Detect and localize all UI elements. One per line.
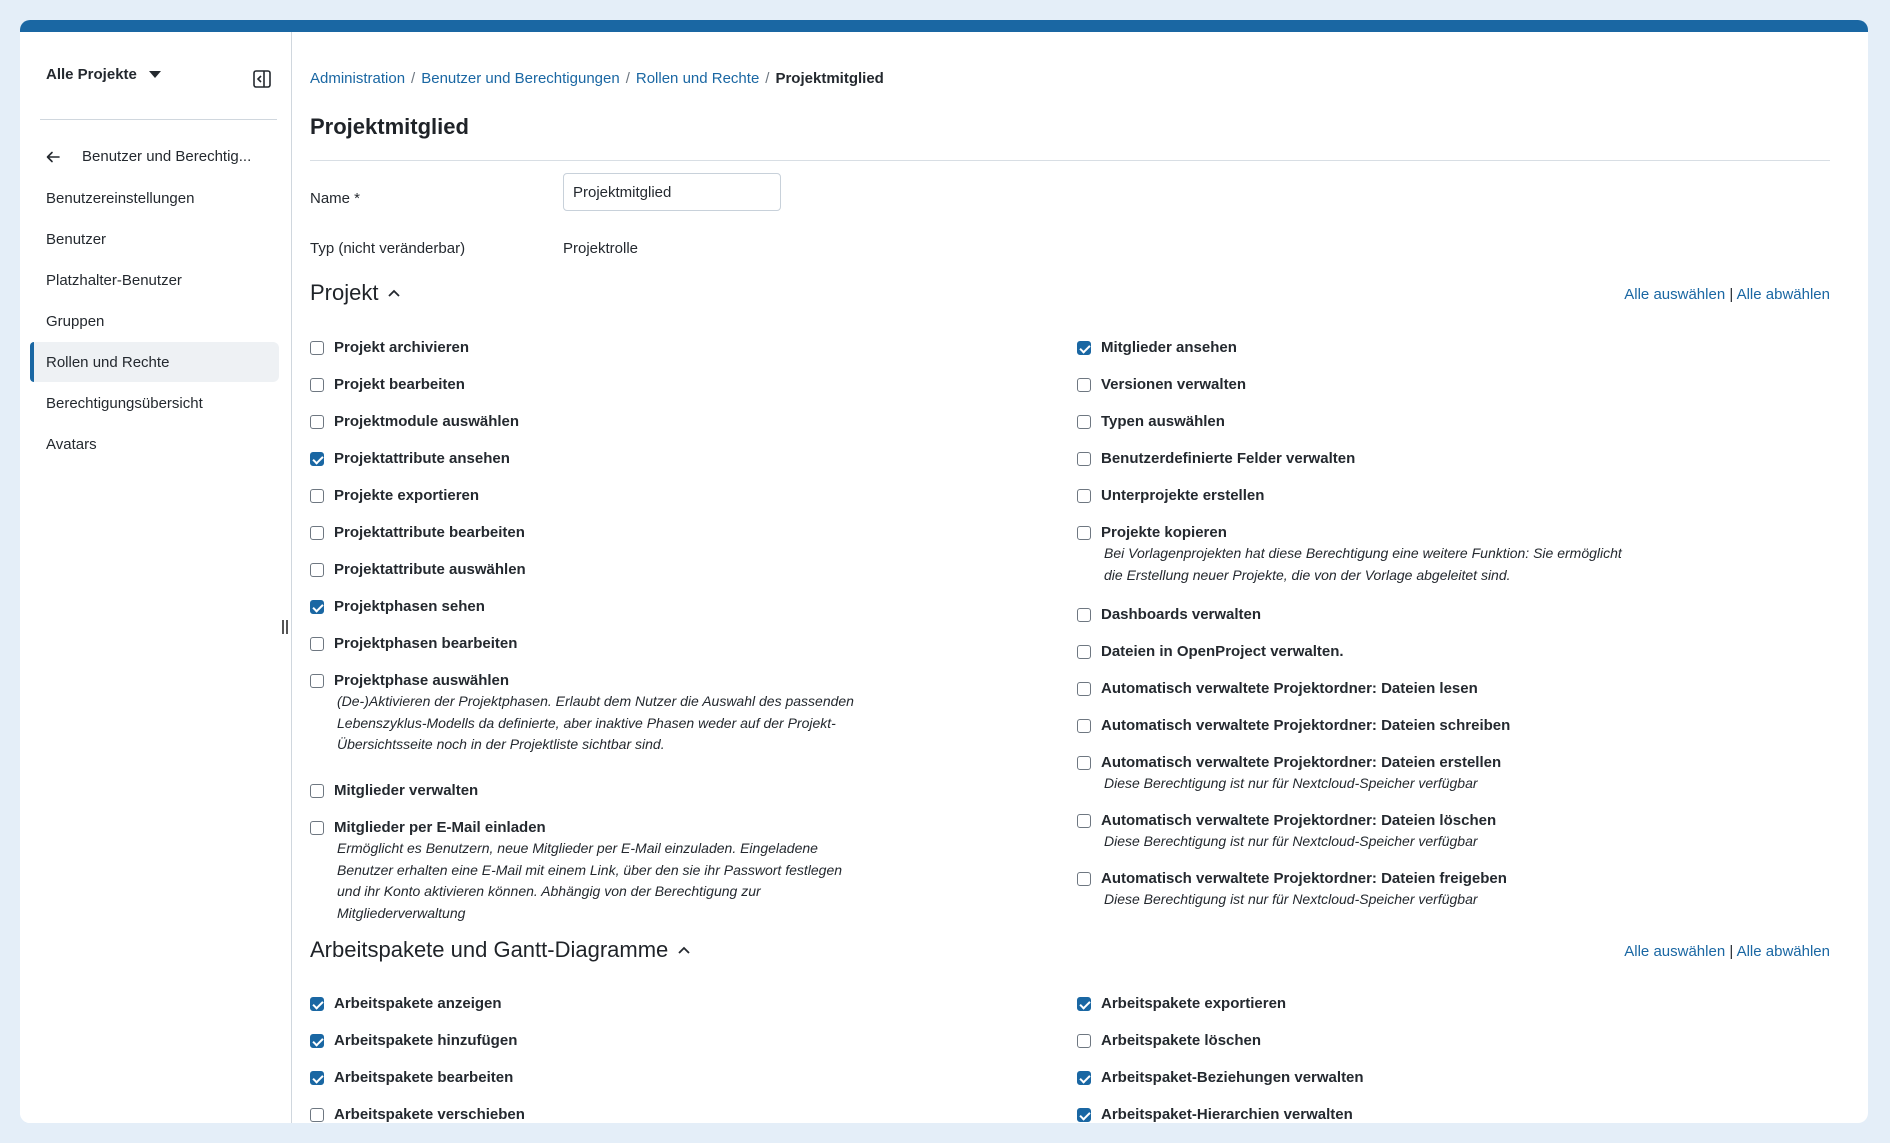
permission-arbeitspaket-hierarchien-verwalten xyxy=(1077,1105,1353,1123)
permission-label[interactable]: Arbeitspakete bearbeiten xyxy=(334,1069,514,1086)
permission-checkbox[interactable] xyxy=(1077,719,1091,733)
permission-label[interactable]: Projektattribute auswählen xyxy=(334,561,526,578)
section-title: Projekt xyxy=(310,280,379,305)
permission-projekte-kopieren xyxy=(1077,523,1622,586)
permission-label[interactable]: Projektattribute ansehen xyxy=(334,450,510,467)
permission-label[interactable]: Projektmodule auswählen xyxy=(334,413,520,430)
permission-checkbox[interactable] xyxy=(310,1108,324,1122)
permission-description: und ihr Konto aktivieren können. Abhängig von der Berechtigung zur xyxy=(337,883,761,899)
permission-checkbox[interactable] xyxy=(1077,1108,1091,1122)
sidebar-item-label: Benutzereinstellungen xyxy=(46,189,195,207)
permission-arbeitspakete-verschieben xyxy=(310,1105,525,1123)
page-title: Projektmitglied xyxy=(310,114,469,139)
permission-checkbox[interactable] xyxy=(310,526,324,540)
permission-checkbox[interactable] xyxy=(1077,489,1091,503)
permission-label[interactable]: Dashboards verwalten xyxy=(1101,606,1262,623)
permission-label[interactable]: Arbeitspakete verschieben xyxy=(334,1106,525,1123)
sidebar-item-benutzer[interactable] xyxy=(30,219,279,259)
permission-dashboards-verwalten xyxy=(1077,605,1261,625)
permission-projektphasen-bearbeiten xyxy=(310,634,517,654)
permission-description: (De-)Aktivieren der Projektphasen. Erlaubt dem Nutzer die Auswahl des passenden xyxy=(337,693,854,709)
permission-label[interactable]: Automatisch verwaltete Projektordner: Dateien löschen xyxy=(1101,812,1497,829)
permission-label[interactable]: Projekte exportieren xyxy=(334,487,480,504)
permission-checkbox[interactable] xyxy=(1077,608,1091,622)
permission-arbeitspakete-loeschen xyxy=(1077,1031,1261,1051)
sidebar-resize-handle[interactable] xyxy=(282,620,290,636)
select-all-link[interactable]: Alle auswählen xyxy=(1624,286,1726,303)
app-window xyxy=(20,20,1868,1123)
sidebar-divider xyxy=(40,119,277,120)
permission-dateien-in-openproject-verwalten xyxy=(1077,642,1344,662)
permission-label[interactable]: Automatisch verwaltete Projektordner: Dateien lesen xyxy=(1101,680,1478,697)
name-label: Name * xyxy=(310,190,361,207)
permission-label[interactable]: Unterprojekte erstellen xyxy=(1101,487,1265,504)
breadcrumb-current: Projektmitglied xyxy=(775,70,884,87)
breadcrumb-link-rollen-und-rechte[interactable]: Rollen und Rechte xyxy=(635,70,760,87)
permission-projektattribute-auswaehlen xyxy=(310,560,526,580)
section-select-links xyxy=(1624,286,1830,303)
section-title: Arbeitspakete und Gantt-Diagramme xyxy=(310,937,669,962)
sidebar-item-rollen-und-rechte[interactable] xyxy=(30,342,279,382)
permission-label[interactable]: Arbeitspaket-Hierarchien verwalten xyxy=(1101,1106,1353,1123)
permission-checkbox[interactable] xyxy=(310,600,324,614)
permission-description: Diese Berechtigung ist nur für Nextcloud-Speicher verfügbar xyxy=(1104,891,1478,907)
permission-label[interactable]: Arbeitspakete anzeigen xyxy=(334,995,502,1012)
permission-label[interactable]: Projekt archivieren xyxy=(334,339,470,356)
arrow-left-icon xyxy=(46,151,60,163)
permission-description: Diese Berechtigung ist nur für Nextcloud-Speicher verfügbar xyxy=(1104,775,1478,791)
permission-description: Übersichtsseite noch in der Projektliste sichtbar sind. xyxy=(337,736,665,752)
permission-checkbox[interactable] xyxy=(310,378,324,392)
permission-label[interactable]: Mitglieder per E-Mail einladen xyxy=(334,819,546,836)
permission-projektmodule-auswaehlen xyxy=(310,412,519,432)
permission-automatisch-verwaltete-projektordner-dateien-lesen xyxy=(1077,679,1478,699)
permission-checkbox[interactable] xyxy=(310,997,324,1011)
permission-automatisch-verwaltete-projektordner-dateien-schreiben xyxy=(1077,716,1510,736)
permission-automatisch-verwaltete-projektordner-dateien-freigeben xyxy=(1077,869,1507,911)
permission-mitglieder-verwalten xyxy=(310,781,478,801)
permission-label[interactable]: Arbeitspakete löschen xyxy=(1101,1032,1262,1049)
chevron-up-icon xyxy=(678,946,690,954)
permission-checkbox[interactable] xyxy=(1077,341,1091,355)
permission-checkbox[interactable] xyxy=(1077,526,1091,540)
deselect-all-link[interactable]: Alle abwählen xyxy=(1736,286,1830,303)
permission-checkbox[interactable] xyxy=(1077,415,1091,429)
permission-checkbox[interactable] xyxy=(310,341,324,355)
permission-label[interactable]: Automatisch verwaltete Projektordner: Dateien erstellen xyxy=(1101,754,1502,771)
type-value: Projektrolle xyxy=(563,240,639,257)
permission-unterprojekte-erstellen xyxy=(1077,486,1264,506)
permission-label[interactable]: Versionen verwalten xyxy=(1101,376,1247,393)
permission-checkbox[interactable] xyxy=(1077,1071,1091,1085)
permission-automatisch-verwaltete-projektordner-dateien-loeschen xyxy=(1077,811,1496,853)
permission-description: Lebenszyklus-Modells da definierte, aber inaktive Phasen weder auf der Projekt- xyxy=(337,714,836,731)
permission-label[interactable]: Typen auswählen xyxy=(1101,413,1225,430)
permission-checkbox[interactable] xyxy=(1077,452,1091,466)
breadcrumb xyxy=(310,70,884,87)
permission-arbeitspakete-exportieren xyxy=(1077,994,1286,1014)
sidebar-item-label: Benutzer xyxy=(46,230,107,248)
select-all-link[interactable]: Alle auswählen xyxy=(1624,943,1726,960)
permission-label[interactable]: Mitglieder verwalten xyxy=(334,782,479,799)
permission-description: Diese Berechtigung ist nur für Nextcloud-Speicher verfügbar xyxy=(1104,833,1478,849)
permission-label[interactable]: Projektphasen bearbeiten xyxy=(334,635,518,652)
permission-mitglieder-ansehen xyxy=(1077,338,1237,358)
sidebar-item-avatars[interactable] xyxy=(30,424,279,464)
permission-projekte-exportieren xyxy=(310,486,479,506)
permission-label[interactable]: Automatisch verwaltete Projektordner: Dateien freigeben xyxy=(1101,870,1507,887)
permission-checkbox[interactable] xyxy=(310,674,324,688)
permission-projekt-bearbeiten xyxy=(310,375,465,395)
permission-label[interactable]: Arbeitspakete exportieren xyxy=(1101,995,1287,1012)
permission-checkbox[interactable] xyxy=(310,821,324,835)
breadcrumb-separator: / xyxy=(625,70,630,87)
permission-label[interactable]: Mitglieder ansehen xyxy=(1101,339,1237,356)
project-selector[interactable] xyxy=(46,66,161,83)
permission-description: Mitgliederverwaltung xyxy=(337,904,466,921)
permission-checkbox[interactable] xyxy=(1077,872,1091,886)
permission-arbeitspaket-beziehungen-verwalten xyxy=(1077,1068,1364,1088)
sidebar-item-label: Gruppen xyxy=(46,312,105,330)
sidebar-item-label: Berechtigungsübersicht xyxy=(46,394,203,412)
deselect-all-link[interactable]: Alle abwählen xyxy=(1736,943,1830,960)
sidebar-nav xyxy=(30,178,279,465)
sidebar-item-platzhalter-benutzer[interactable] xyxy=(30,260,279,300)
permission-checkbox[interactable] xyxy=(1077,814,1091,828)
permission-checkbox[interactable] xyxy=(310,415,324,429)
permission-label[interactable]: Projektattribute bearbeiten xyxy=(334,524,525,541)
project-selector-label: Alle Projekte xyxy=(46,66,137,83)
permission-description: die Erstellung neuer Projekte, die von der Vorlage abgeleitet sind. xyxy=(1104,566,1511,583)
permission-checkbox[interactable] xyxy=(310,452,324,466)
breadcrumb-separator: / xyxy=(411,70,416,87)
sidebar-item-label: Avatars xyxy=(46,435,97,453)
permission-mitglieder-per-e-mail-einladen xyxy=(310,818,842,924)
permission-checkbox[interactable] xyxy=(1077,378,1091,392)
permission-label[interactable]: Arbeitspaket-Beziehungen verwalten xyxy=(1101,1069,1364,1086)
type-label: Typ (nicht veränderbar) xyxy=(310,240,466,257)
permission-checkbox[interactable] xyxy=(310,563,324,577)
sidebar-item-label: Platzhalter-Benutzer xyxy=(46,271,182,289)
permission-checkbox[interactable] xyxy=(310,1071,324,1085)
permission-checkbox[interactable] xyxy=(1077,997,1091,1011)
section-select-links xyxy=(1624,943,1830,960)
permission-projektattribute-bearbeiten xyxy=(310,523,525,543)
permission-checkbox[interactable] xyxy=(310,489,324,503)
sidebar-item-berechtigungsuebersicht[interactable] xyxy=(30,383,279,423)
permission-arbeitspakete-bearbeiten xyxy=(310,1068,513,1088)
main-content xyxy=(310,32,1830,1123)
sidebar-item-gruppen[interactable] xyxy=(30,301,279,341)
title-divider xyxy=(310,160,1830,161)
permission-typen-auswaehlen xyxy=(1077,412,1225,432)
permission-description: Ermöglicht es Benutzern, neue Mitglieder per E-Mail einzuladen. Eingeladene xyxy=(337,840,818,856)
permission-projektphase-auswaehlen xyxy=(310,671,854,756)
sidebar xyxy=(20,32,292,1123)
link-separator: | xyxy=(1729,943,1734,960)
name-input[interactable] xyxy=(563,173,781,211)
permission-label[interactable]: Automatisch verwaltete Projektordner: Dateien schreiben xyxy=(1101,717,1511,734)
permission-projektphasen-sehen xyxy=(310,597,485,617)
permission-checkbox[interactable] xyxy=(1077,645,1091,659)
breadcrumb-link-administration[interactable]: Administration xyxy=(310,70,406,87)
caret-down-icon xyxy=(149,71,161,78)
permission-label[interactable]: Projektphase auswählen xyxy=(334,672,510,689)
permission-checkbox[interactable] xyxy=(310,1034,324,1048)
sidebar-item-label: Rollen und Rechte xyxy=(46,353,170,371)
permission-checkbox[interactable] xyxy=(1077,682,1091,696)
permission-benutzerdefinierte-felder-verwalten xyxy=(1077,449,1355,469)
sidebar-back-label: Benutzer und Berechtig... xyxy=(82,148,252,165)
permission-checkbox[interactable] xyxy=(310,637,324,651)
permission-versionen-verwalten xyxy=(1077,375,1246,395)
permission-automatisch-verwaltete-projektordner-dateien-erstellen xyxy=(1077,753,1501,795)
permission-label[interactable]: Arbeitspakete hinzufügen xyxy=(334,1032,518,1049)
section-toggle-projekt[interactable] xyxy=(310,280,400,306)
breadcrumb-link-benutzer-und-berechtigungen[interactable]: Benutzer und Berechtigungen xyxy=(421,70,620,87)
section-toggle-arbeitspakete[interactable] xyxy=(310,937,690,963)
permission-checkbox[interactable] xyxy=(1077,1034,1091,1048)
chevron-up-icon xyxy=(388,289,400,297)
sidebar-collapse-icon[interactable] xyxy=(253,70,271,88)
permission-label[interactable]: Dateien in OpenProject verwalten. xyxy=(1101,643,1344,660)
permission-description: Benutzer erhalten eine E-Mail mit einem Link, über den sie ihr Passwort festlegen xyxy=(337,861,843,878)
permission-arbeitspakete-hinzufuegen xyxy=(310,1031,517,1051)
top-header-bar xyxy=(20,20,1868,32)
permission-arbeitspakete-anzeigen xyxy=(310,994,502,1014)
sidebar-back-link[interactable] xyxy=(46,148,251,165)
permission-checkbox[interactable] xyxy=(1077,756,1091,770)
permission-label[interactable]: Benutzerdefinierte Felder verwalten xyxy=(1101,450,1356,467)
permission-projektattribute-ansehen xyxy=(310,449,510,469)
breadcrumb-separator: / xyxy=(765,70,770,87)
link-separator: | xyxy=(1729,286,1734,303)
permission-projekt-archivieren xyxy=(310,338,469,358)
permission-label[interactable]: Projektphasen sehen xyxy=(334,598,485,615)
permission-description: Bei Vorlagenprojekten hat diese Berechtigung eine weitere Funktion: Sie ermöglicht xyxy=(1104,545,1622,561)
permission-label[interactable]: Projekt bearbeiten xyxy=(334,376,465,393)
permission-label[interactable]: Projekte kopieren xyxy=(1101,524,1227,541)
sidebar-item-benutzereinstellungen[interactable] xyxy=(30,178,279,218)
permission-checkbox[interactable] xyxy=(310,784,324,798)
